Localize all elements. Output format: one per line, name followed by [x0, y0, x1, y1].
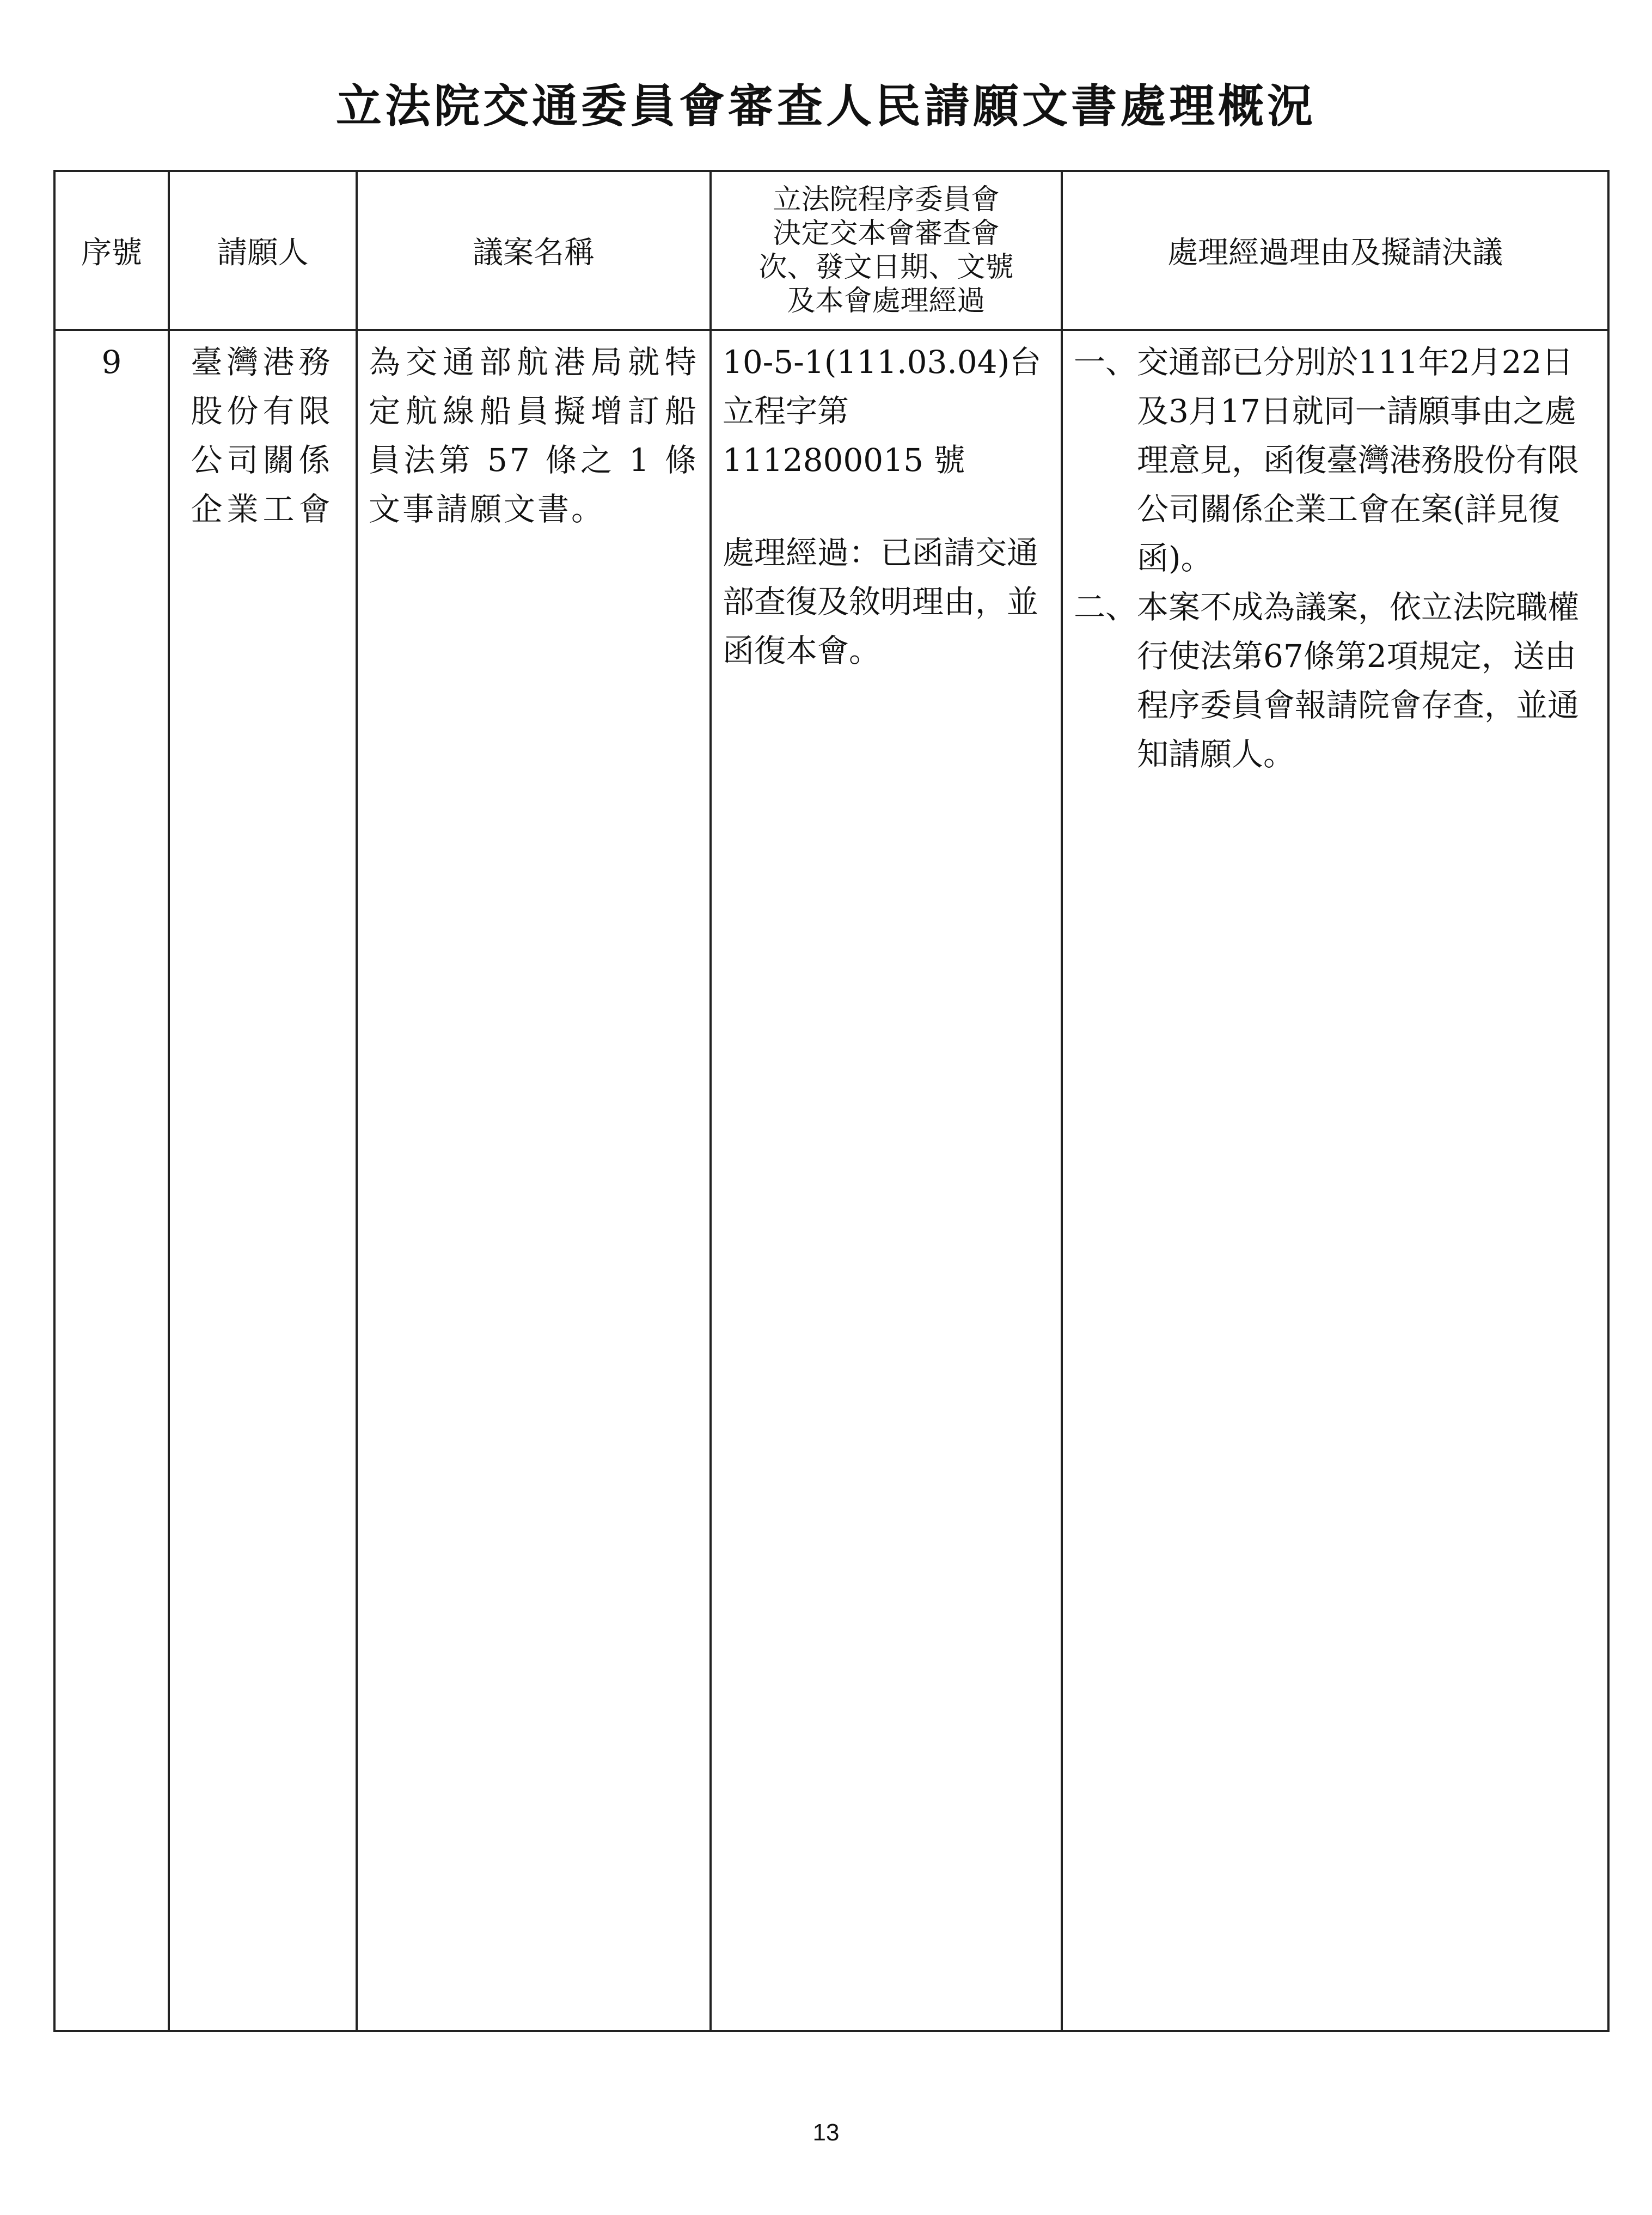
referral-number: 10-5-1(111.03.04)台立程字第 1112800015 號 — [723, 344, 1042, 479]
cell-petitioner: 臺灣港務股份有限公司關係企業工會 — [169, 330, 357, 2031]
header-procedure-line: 立法院程序委員會 — [773, 183, 1000, 216]
header-procedure-line: 及本會處理經過 — [787, 285, 986, 317]
resolution-item-text: 交通部已分別於111年2月22日及3月17日就同一請願事由之處理意見，函復臺灣港務股份有限公司關係企業工會在案(詳見復函)。 — [1137, 344, 1580, 577]
resolution-item-text: 本案不成為議案，依立法院職權行使法第67條第2項規定，送由程序委員會報請院會存查，並通知請願人。 — [1137, 589, 1580, 773]
cell-seq: 9 — [54, 330, 169, 2031]
header-procedure-line: 次、發文日期、文號 — [758, 251, 1014, 284]
table-row — [54, 330, 1608, 2031]
page-number: 13 — [812, 2119, 840, 2146]
petition-table — [53, 170, 1610, 2032]
resolution-item — [1074, 338, 1596, 583]
table-header-row — [54, 171, 1608, 330]
header-procedure — [711, 171, 1062, 330]
cell-bill-name: 為交通部航港局就特定航線船員擬增訂船員法第 57 條之 1 條文事請願文書。 — [357, 330, 711, 2031]
resolution-item — [1074, 583, 1596, 779]
header-bill-name: 議案名稱 — [357, 171, 711, 330]
resolution-item-label: 二、 — [1074, 589, 1137, 626]
cell-resolution — [1062, 330, 1608, 2031]
header-resolution: 處理經過理由及擬請決議 — [1062, 171, 1608, 330]
header-petitioner: 請願人 — [169, 171, 357, 330]
cell-procedure — [711, 330, 1062, 2031]
header-seq: 序號 — [54, 171, 169, 330]
resolution-item-label: 一、 — [1074, 344, 1137, 381]
page-title: 立法院交通委員會審查人民請願文書處理概況 — [335, 79, 1316, 133]
header-procedure-line: 決定交本會審查會 — [773, 217, 1000, 250]
handling-process: 處理經過：已函請交通部查復及敘明理由，並函復本會。 — [723, 534, 1039, 669]
